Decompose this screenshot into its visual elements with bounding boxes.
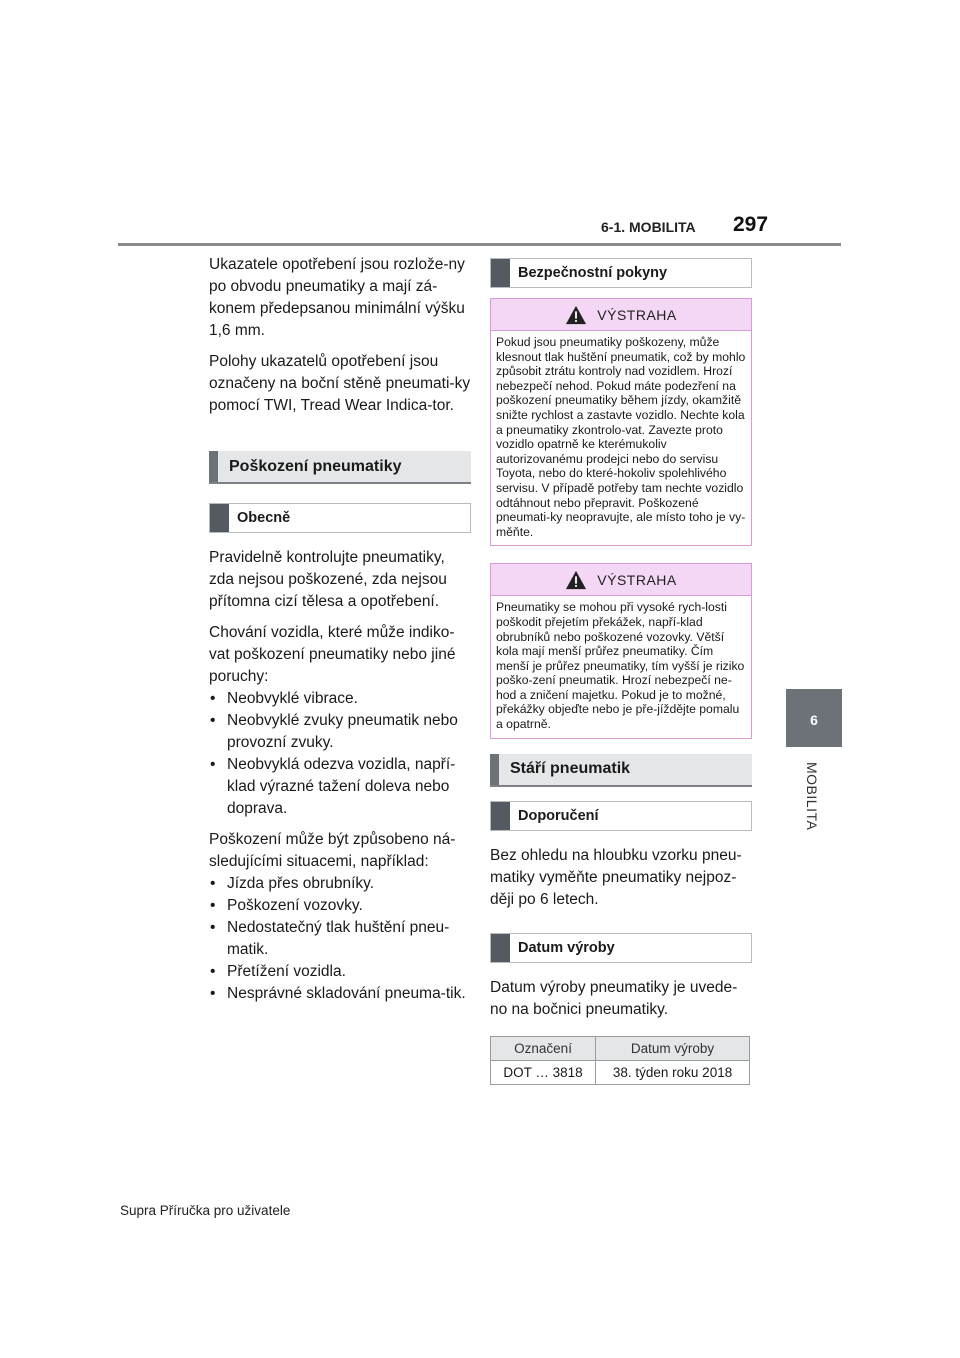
- warning-box-2: [490, 563, 752, 738]
- list-item: • Neobvyklá odezva vozidla, napří-klad výrazné tažení doleva nebo doprava.: [209, 754, 471, 820]
- warning-triangle-icon: [565, 304, 587, 326]
- behavior-paragraph: Chování vozidla, které může indiko-vat poškození pneumatiky nebo jiné poruchy:: [209, 624, 456, 685]
- subheading-general: [209, 503, 471, 533]
- right-column: [490, 258, 752, 1085]
- replace-paragraph: Bez ohledu na hloubku vzorku pneu-matiky vyměňte pneumatiky nejpoz-ději po 6 letech.: [490, 846, 742, 908]
- table-cell: 38. týden roku 2018: [596, 1060, 750, 1084]
- warning-triangle-icon: [565, 569, 587, 591]
- subheading-bar: [491, 259, 510, 287]
- intro-paragraph-2: Polohy ukazatelů opotřebení jsou označeny na boční stěně pneumati-ky pomocí TWI, Tread Wear Indica-tor.: [209, 353, 471, 414]
- subheading-recommendation: [490, 801, 752, 831]
- causes-list: [209, 873, 471, 1005]
- warning-text: Pokud jsou pneumatiky poškozeny, může klesnout tlak huštění pneumatik, což by mohlo způsobit ztrátu kontroly nad vozidlem. Hrozí nebezpečí nehod. Pokud máte podezření na poškození pneumatiky během jízdy, okamžitě snižte rychlost a zastavte vozidlo. Nechte kola a pneumatiky zkontrolo-vat. Zavezte proto vozidlo opatrně ke kterémukoliv autorizovanému prodejci nebo do servisu Toyota, nebo do které-hokoliv spolehlivého servisu. V případě potřeby tam nechte vozidlo odtáhnout nebo přepravit. Poškozené pneumati-ky neopravujte, ale místo toho je vy-měňte.: [496, 335, 746, 539]
- manufacture-date-table: [490, 1036, 750, 1085]
- subheading-manufacture-date: [490, 933, 752, 963]
- chapter-label: MOBILITA: [804, 762, 820, 831]
- list-item: • Neobvyklé vibrace.: [209, 688, 471, 710]
- causes-paragraph: Poškození může být způsobeno ná-sledujícími situacemi, například:: [209, 831, 456, 870]
- list-item: • Jízda přes obrubníky.: [209, 873, 471, 895]
- table-cell: DOT … 3818: [491, 1060, 596, 1084]
- subheading-safety: [490, 258, 752, 288]
- list-item: • Poškození vozovky.: [209, 895, 471, 917]
- table-header-row: [491, 1036, 750, 1060]
- heading-bar: [209, 451, 218, 482]
- warning-title: VÝSTRAHA: [597, 571, 677, 588]
- table-header-cell: Datum výroby: [596, 1036, 750, 1060]
- subheading-bar: [491, 934, 510, 962]
- page-number: 297: [733, 213, 769, 236]
- check-paragraph: Pravidelně kontrolujte pneumatiky, zda nejsou poškozené, zda nejsou přítomna cizí tělesa a opotřebení.: [209, 549, 447, 610]
- subheading-text: Doporučení: [518, 807, 599, 824]
- subheading-text: Datum výroby: [518, 939, 615, 956]
- table-header-cell: Označení: [491, 1036, 596, 1060]
- list-item: • Neobvyklé zvuky pneumatik nebo provozní zvuky.: [209, 710, 471, 754]
- behavior-list: [209, 688, 471, 820]
- footer-text: Supra Příručka pro uživatele: [120, 1203, 291, 1218]
- table-row: [491, 1060, 750, 1084]
- heading-text: Poškození pneumatiky: [229, 457, 402, 475]
- subheading-bar: [491, 802, 510, 830]
- warning-text: Pneumatiky se mohou při vysoké rych-losti poškodit přejetím překážek, napří-klad obrubníků nebo poškozené vozovky. Větší kola mají menší průřez pneumatiky. Čím menší je průřez pneumatiky, tím vyšší je riziko poško-zení pneumatik. Hrozí nebezpečí ne-hod a zničení majetku. Pokud je to možné, překážky objeďte nebo je pře-jíždějte pomalu a opatrně.: [496, 600, 745, 732]
- date-paragraph: Datum výroby pneumatiky je uvede-no na bočnici pneumatiky.: [490, 978, 738, 1018]
- list-item: • Přetížení vozidla.: [209, 961, 471, 983]
- heading-bar: [490, 754, 499, 785]
- warning-header: [491, 299, 751, 331]
- section-title: 6-1. MOBILITA: [601, 219, 696, 235]
- heading-text: Stáří pneumatik: [510, 760, 631, 778]
- list-item: • Nedostatečný tlak huštění pneu-matik.: [209, 917, 471, 961]
- warning-title: VÝSTRAHA: [597, 306, 677, 323]
- subheading-bar: [210, 504, 229, 532]
- warning-header: [491, 564, 751, 596]
- left-column: [209, 254, 471, 1014]
- intro-paragraph-1: Ukazatele opotřebení jsou rozlože-ny po obvodu pneumatiky a mají zá-konem předepsanou minimální výšku 1,6 mm.: [209, 256, 465, 339]
- subheading-text: Obecně: [237, 510, 291, 526]
- subheading-text: Bezpečnostní pokyny: [518, 265, 668, 281]
- list-item: • Nesprávné skladování pneuma-tik.: [209, 983, 471, 1005]
- warning-box-1: [490, 298, 752, 546]
- header-divider: [118, 243, 841, 246]
- chapter-tab: 6: [786, 689, 842, 747]
- heading-tire-age: [490, 754, 752, 787]
- heading-tire-damage: [209, 451, 471, 484]
